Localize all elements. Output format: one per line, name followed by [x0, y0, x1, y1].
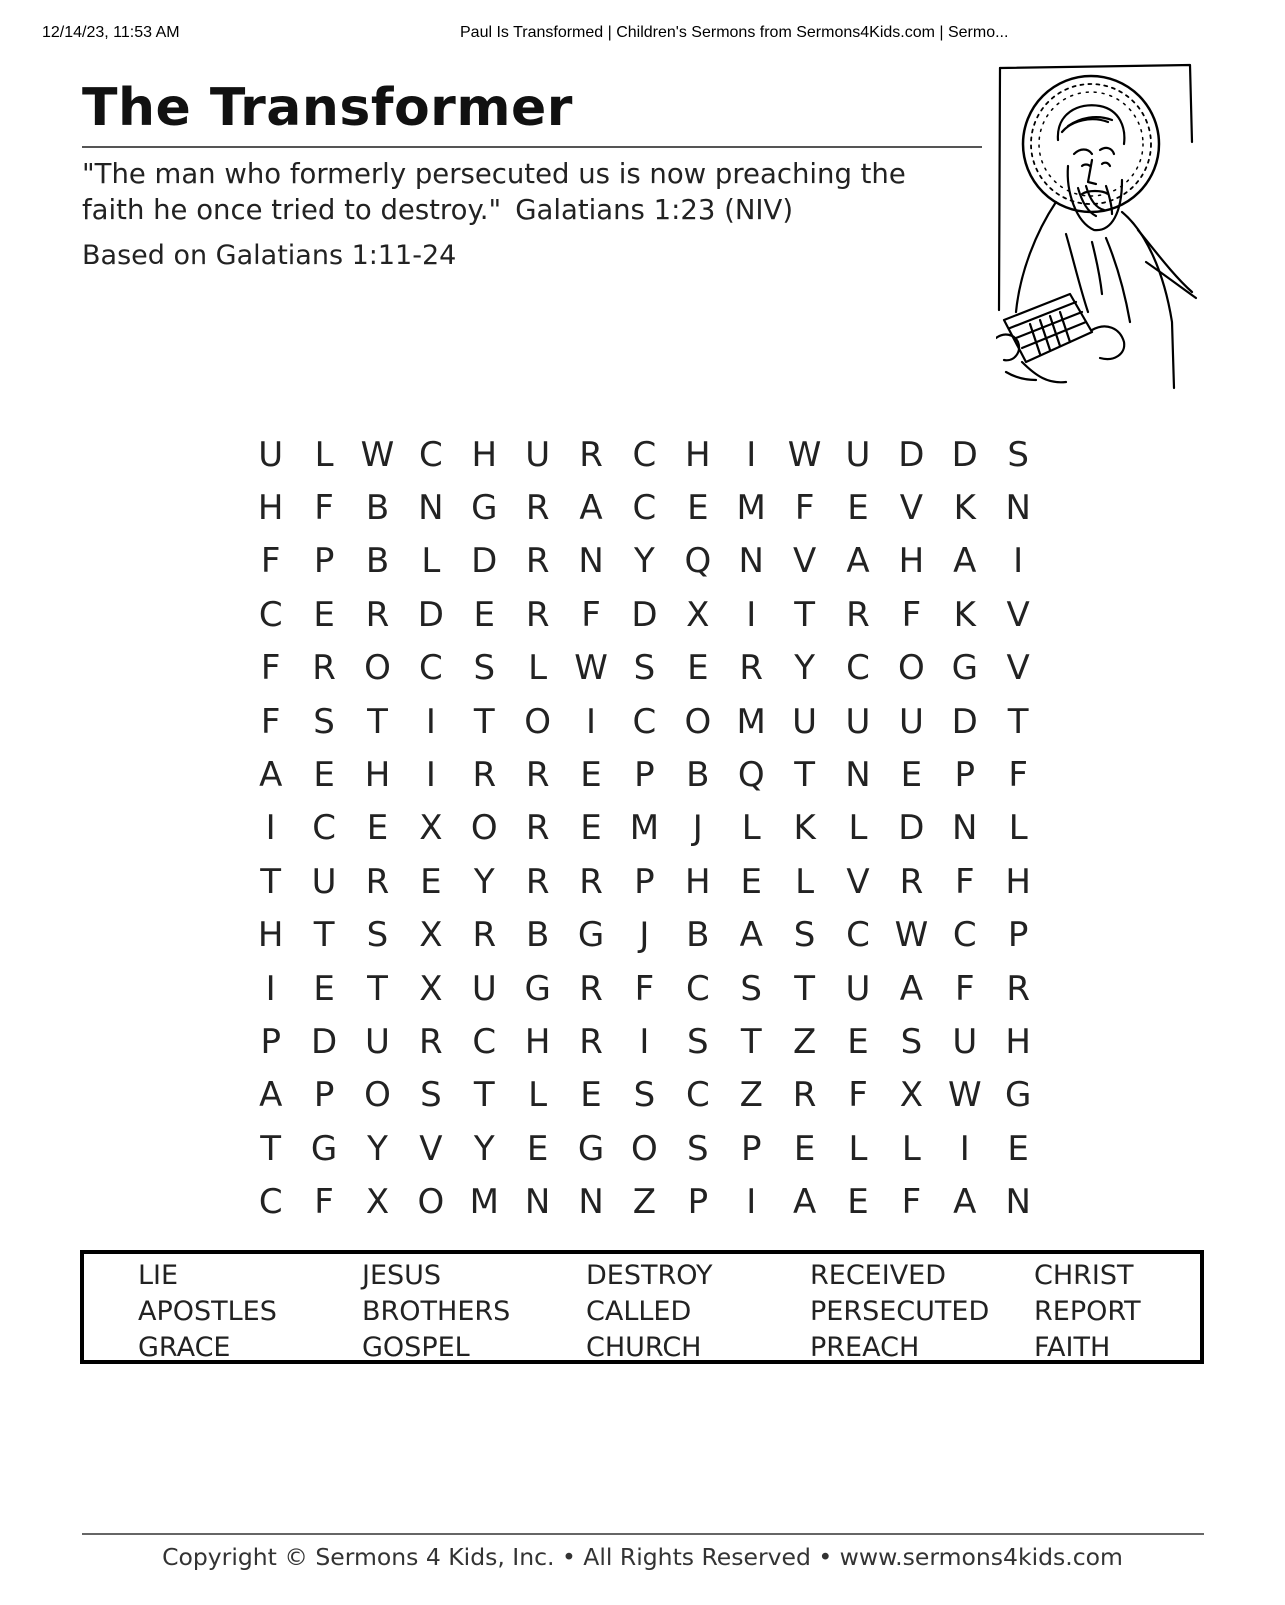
- grid-letter: C: [312, 808, 336, 849]
- grid-letter: C: [846, 915, 870, 956]
- grid-letter: W: [787, 434, 822, 475]
- grid-letter: R: [579, 968, 603, 1009]
- grid-letter: I: [959, 1128, 970, 1169]
- grid-letter: A: [579, 488, 603, 529]
- verse-text-end: faith he once tried to destroy.": [82, 194, 502, 226]
- grid-letter: A: [899, 968, 924, 1009]
- grid-letter: S: [1007, 434, 1029, 475]
- grid-letter: G: [471, 488, 498, 529]
- grid-letter: F: [260, 701, 281, 742]
- grid-letter: Z: [792, 1021, 817, 1062]
- grid-letter: E: [847, 1182, 869, 1223]
- grid-letter: L: [314, 434, 334, 475]
- grid-letter: S: [687, 1128, 709, 1169]
- print-page-title: Paul Is Transformed | Children's Sermons from Sermons4Kids.com | Sermo...: [460, 24, 1009, 41]
- grid-letter: P: [634, 755, 655, 796]
- word-list-box: [80, 1250, 1204, 1364]
- grid-letter: X: [686, 594, 710, 635]
- grid-letter: E: [313, 968, 335, 1009]
- grid-letter: U: [898, 701, 924, 742]
- grid-letter: U: [525, 434, 551, 475]
- grid-letter: G: [310, 1128, 338, 1169]
- grid-letter: R: [579, 1021, 603, 1062]
- grid-letter: N: [952, 808, 978, 849]
- grid-letter: U: [258, 434, 284, 475]
- grid-letter: C: [258, 1182, 283, 1223]
- grid-letter: E: [580, 1075, 602, 1116]
- grid-letter: T: [260, 861, 282, 902]
- grid-letter: E: [313, 755, 335, 796]
- grid-letter: L: [1008, 808, 1028, 849]
- grid-letter: F: [314, 1182, 334, 1223]
- verse-reference: Galatians 1:23 (NIV): [515, 194, 794, 226]
- grid-letter: S: [420, 1075, 442, 1116]
- grid-letter: C: [685, 1075, 710, 1116]
- grid-letter: O: [364, 648, 391, 689]
- grid-letter: D: [951, 701, 978, 742]
- grid-letter: T: [740, 1021, 762, 1062]
- copyright-footer: Copyright © Sermons 4 Kids, Inc. • All Rights Reserved • www.sermons4kids.com: [162, 1543, 1123, 1571]
- grid-letter: I: [425, 755, 436, 796]
- grid-letter: R: [792, 1075, 817, 1116]
- grid-letter: N: [738, 541, 764, 582]
- grid-letter: N: [418, 488, 444, 529]
- grid-letter: L: [901, 1128, 921, 1169]
- grid-letter: A: [259, 755, 283, 796]
- grid-letter: E: [740, 861, 762, 902]
- grid-letter: F: [1008, 755, 1028, 796]
- grid-letter: D: [631, 594, 658, 635]
- grid-letter: Y: [367, 1128, 388, 1169]
- grid-letter: C: [685, 968, 710, 1009]
- grid-letter: K: [953, 594, 976, 635]
- worksheet-title: The Transformer: [82, 78, 573, 138]
- grid-letter: I: [746, 594, 757, 635]
- grid-letter: R: [525, 541, 550, 582]
- grid-letter: F: [634, 968, 655, 1009]
- grid-letter: P: [313, 1075, 335, 1116]
- grid-letter: S: [366, 915, 389, 956]
- grid-letter: K: [793, 808, 816, 849]
- title-divider: [82, 146, 982, 148]
- grid-letter: P: [740, 1128, 762, 1169]
- grid-letter: H: [524, 1021, 551, 1062]
- grid-letter: D: [471, 541, 498, 582]
- grid-letter: E: [580, 808, 602, 849]
- grid-letter: R: [525, 861, 550, 902]
- bible-verse: [82, 156, 982, 228]
- grid-letter: M: [736, 701, 766, 742]
- grid-letter: A: [259, 1075, 283, 1116]
- grid-letter: V: [846, 861, 870, 902]
- grid-letter: R: [312, 648, 336, 689]
- grid-letter: T: [367, 701, 388, 742]
- grid-letter: Z: [632, 1182, 657, 1223]
- grid-letter: A: [953, 1182, 977, 1223]
- word-list-item: LIE: [138, 1260, 179, 1291]
- grid-letter: W: [947, 1075, 982, 1116]
- grid-letter: M: [629, 808, 660, 849]
- grid-letter: R: [365, 861, 390, 902]
- grid-letter: Y: [473, 861, 495, 902]
- grid-letter: B: [525, 915, 550, 956]
- grid-letter: L: [795, 861, 815, 902]
- grid-letter: O: [364, 1075, 391, 1116]
- grid-letter: N: [1005, 488, 1031, 529]
- grid-letter: C: [418, 648, 443, 689]
- grid-letter: T: [313, 915, 335, 956]
- grid-letter: Y: [473, 1128, 495, 1169]
- grid-letter: C: [632, 701, 657, 742]
- grid-letter: E: [580, 755, 602, 796]
- grid-letter: X: [419, 915, 443, 956]
- grid-letter: F: [954, 968, 975, 1009]
- grid-letter: I: [265, 968, 276, 1009]
- grid-letter: G: [951, 648, 978, 689]
- word-list-item: CHRIST: [1034, 1260, 1134, 1291]
- grid-letter: C: [846, 648, 870, 689]
- word-list-item: APOSTLES: [138, 1296, 277, 1327]
- grid-letter: R: [525, 755, 550, 796]
- grid-letter: D: [898, 434, 925, 475]
- grid-letter: I: [265, 808, 276, 849]
- grid-letter: G: [524, 968, 551, 1009]
- grid-letter: E: [473, 594, 495, 635]
- grid-letter: M: [736, 488, 766, 529]
- word-list-item: FAITH: [1034, 1332, 1111, 1363]
- grid-letter: L: [421, 541, 441, 582]
- grid-letter: T: [473, 701, 495, 742]
- grid-letter: B: [365, 488, 390, 529]
- grid-letter: N: [524, 1182, 551, 1223]
- verse-line-1: "The man who formerly persecuted us is now preaching the: [82, 158, 906, 190]
- grid-letter: C: [472, 1021, 497, 1062]
- grid-letter: R: [365, 594, 390, 635]
- word-list: [138, 1258, 1258, 1366]
- grid-letter: C: [258, 594, 283, 635]
- grid-letter: V: [792, 541, 817, 582]
- grid-letter: Q: [737, 755, 765, 796]
- scripture-basis: Based on Galatians 1:11-24: [82, 240, 457, 271]
- grid-letter: G: [1004, 1075, 1032, 1116]
- grid-letter: H: [257, 488, 284, 529]
- grid-letter: H: [1005, 1021, 1031, 1062]
- grid-letter: O: [898, 648, 925, 689]
- grid-letter: L: [528, 648, 548, 689]
- grid-letter: Y: [634, 541, 655, 582]
- grid-letter: B: [365, 541, 390, 582]
- grid-letter: T: [473, 1075, 495, 1116]
- grid-letter: U: [845, 701, 871, 742]
- grid-letter: O: [684, 701, 712, 742]
- grid-letter: N: [1005, 1182, 1031, 1223]
- word-list-item: PERSECUTED: [810, 1296, 990, 1327]
- grid-letter: S: [633, 1075, 656, 1116]
- grid-letter: E: [847, 1021, 869, 1062]
- grid-letter: K: [953, 488, 976, 529]
- grid-letter: Y: [794, 648, 815, 689]
- grid-letter: C: [418, 434, 443, 475]
- grid-letter: P: [1007, 915, 1029, 956]
- grid-letter: I: [425, 701, 436, 742]
- saint-paul-portrait-icon: [996, 62, 1204, 392]
- print-date: 12/14/23, 11:53 AM: [42, 24, 180, 41]
- grid-letter: H: [471, 434, 498, 475]
- grid-letter: H: [898, 541, 925, 582]
- grid-letter: F: [314, 488, 334, 529]
- grid-letter: W: [574, 648, 608, 689]
- grid-letter: E: [1007, 1128, 1029, 1169]
- grid-letter: S: [900, 1021, 923, 1062]
- grid-letter: O: [417, 1182, 445, 1223]
- word-list-item: BROTHERS: [362, 1296, 511, 1327]
- footer-divider: [82, 1533, 1204, 1535]
- grid-letter: E: [687, 488, 709, 529]
- grid-letter: E: [526, 1128, 549, 1169]
- grid-letter: U: [845, 434, 871, 475]
- grid-letter: Q: [684, 541, 712, 582]
- grid-letter: X: [419, 808, 443, 849]
- grid-letter: E: [793, 1128, 816, 1169]
- grid-letter: R: [579, 434, 603, 475]
- grid-letter: F: [901, 594, 922, 635]
- grid-letter: T: [794, 594, 815, 635]
- grid-letter: B: [686, 755, 710, 796]
- grid-letter: F: [581, 594, 601, 635]
- word-list-item: RECEIVED: [810, 1260, 947, 1291]
- word-list-item: CALLED: [586, 1296, 692, 1327]
- grid-letter: P: [954, 755, 976, 796]
- grid-letter: P: [687, 1182, 709, 1223]
- grid-letter: U: [311, 861, 337, 902]
- grid-letter: E: [687, 648, 709, 689]
- grid-letter: C: [632, 488, 657, 529]
- grid-letter: T: [367, 968, 388, 1009]
- grid-letter: R: [472, 755, 497, 796]
- grid-letter: T: [794, 968, 815, 1009]
- grid-letter: H: [685, 434, 711, 475]
- grid-letter: D: [310, 1021, 338, 1062]
- grid-letter: H: [1005, 861, 1031, 902]
- grid-letter: L: [848, 1128, 868, 1169]
- grid-letter: S: [740, 968, 762, 1009]
- grid-letter: R: [472, 915, 497, 956]
- grid-letter: U: [845, 968, 871, 1009]
- grid-letter: F: [901, 1182, 922, 1223]
- grid-letter: I: [1013, 541, 1024, 582]
- grid-letter: X: [419, 968, 443, 1009]
- grid-letter: R: [846, 594, 870, 635]
- grid-letter: Z: [739, 1075, 763, 1116]
- grid-letter: D: [898, 808, 925, 849]
- grid-letter: C: [952, 915, 977, 956]
- grid-letter: J: [692, 808, 703, 849]
- grid-letter: E: [313, 594, 335, 635]
- grid-letter: P: [260, 1021, 281, 1062]
- grid-letter: S: [793, 915, 816, 956]
- grid-letter: H: [364, 755, 391, 796]
- grid-letter: R: [419, 1021, 443, 1062]
- grid-letter: B: [686, 915, 710, 956]
- grid-letter: R: [525, 488, 550, 529]
- grid-letter: W: [360, 434, 395, 475]
- grid-letter: F: [794, 488, 815, 529]
- grid-letter: R: [525, 594, 550, 635]
- grid-letter: A: [792, 1182, 817, 1223]
- grid-letter: R: [579, 861, 603, 902]
- grid-letter: E: [366, 808, 389, 849]
- grid-letter: P: [634, 861, 655, 902]
- grid-letter: L: [741, 808, 761, 849]
- grid-letter: V: [419, 1128, 443, 1169]
- grid-letter: U: [365, 1021, 390, 1062]
- word-list-item: DESTROY: [586, 1260, 713, 1291]
- word-list-item: JESUS: [362, 1260, 442, 1291]
- grid-letter: M: [469, 1182, 499, 1223]
- word-list-item: REPORT: [1034, 1296, 1141, 1327]
- word-list-item: GRACE: [138, 1332, 231, 1363]
- grid-letter: X: [365, 1182, 390, 1223]
- grid-letter: J: [639, 915, 650, 956]
- grid-letter: V: [1006, 648, 1030, 689]
- grid-letter: T: [794, 755, 815, 796]
- grid-letter: H: [685, 861, 711, 902]
- grid-letter: O: [524, 701, 552, 742]
- grid-letter: G: [577, 1128, 605, 1169]
- grid-letter: U: [952, 1021, 978, 1062]
- grid-letter: T: [1007, 701, 1029, 742]
- grid-letter: N: [578, 1182, 604, 1223]
- word-list-item: GOSPEL: [362, 1332, 470, 1363]
- grid-letter: I: [746, 1182, 757, 1223]
- print-header: [0, 24, 1285, 48]
- word-search-grid: [244, 428, 1045, 1229]
- grid-letter: R: [525, 808, 550, 849]
- grid-letter: D: [417, 594, 444, 635]
- grid-letter: F: [260, 648, 281, 689]
- verse-line-2: [82, 192, 982, 228]
- grid-letter: S: [313, 701, 335, 742]
- grid-letter: O: [470, 808, 498, 849]
- grid-letter: N: [578, 541, 604, 582]
- grid-letter: I: [639, 1021, 650, 1062]
- grid-letter: H: [257, 915, 284, 956]
- grid-letter: N: [845, 755, 871, 796]
- grid-letter: L: [848, 808, 868, 849]
- grid-letter: F: [954, 861, 975, 902]
- grid-letter: F: [848, 1075, 868, 1116]
- grid-letter: S: [633, 648, 656, 689]
- grid-letter: E: [900, 755, 923, 796]
- grid-letter: O: [631, 1128, 658, 1169]
- grid-letter: G: [577, 915, 605, 956]
- grid-letter: T: [260, 1128, 282, 1169]
- grid-letter: A: [846, 541, 870, 582]
- word-list-item: CHURCH: [586, 1332, 702, 1363]
- grid-letter: R: [1006, 968, 1030, 1009]
- grid-letter: P: [313, 541, 335, 582]
- grid-letter: A: [739, 915, 763, 956]
- grid-letter: X: [899, 1075, 924, 1116]
- grid-letter: I: [586, 701, 597, 742]
- grid-letter: U: [471, 968, 497, 1009]
- grid-letter: D: [951, 434, 978, 475]
- grid-letter: V: [899, 488, 924, 529]
- grid-letter: A: [953, 541, 977, 582]
- grid-letter: V: [1006, 594, 1030, 635]
- grid-letter: I: [746, 434, 757, 475]
- grid-letter: L: [528, 1075, 548, 1116]
- grid-letter: R: [899, 861, 924, 902]
- grid-letter: F: [260, 541, 281, 582]
- grid-letter: R: [739, 648, 764, 689]
- grid-letter: E: [847, 488, 869, 529]
- grid-letter: E: [420, 861, 442, 902]
- grid-letter: W: [894, 915, 929, 956]
- word-list-item: PREACH: [810, 1332, 920, 1363]
- grid-letter: S: [473, 648, 496, 689]
- grid-letter: S: [687, 1021, 709, 1062]
- grid-letter: U: [792, 701, 818, 742]
- grid-letter: C: [632, 434, 657, 475]
